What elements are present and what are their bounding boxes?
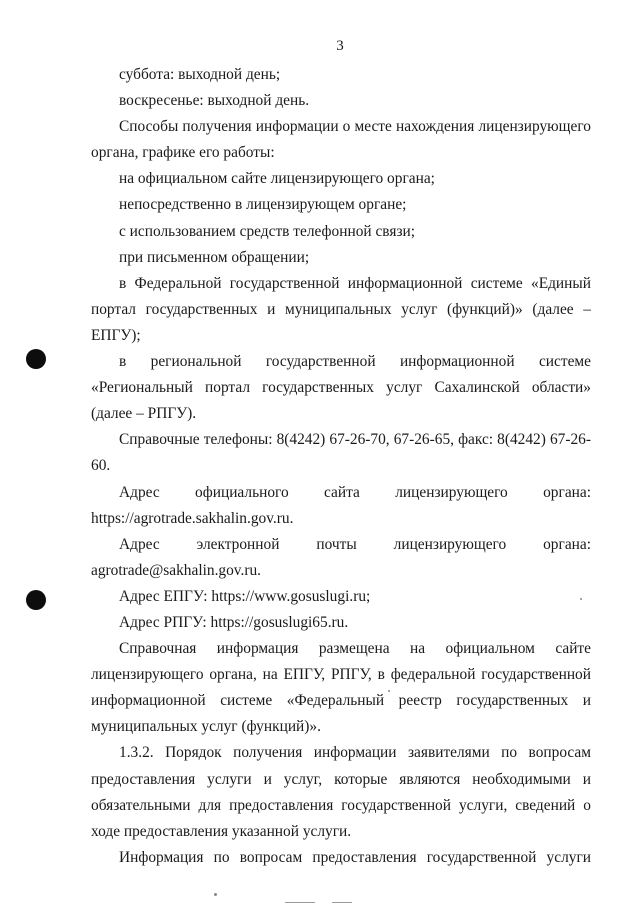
scan-speck xyxy=(214,893,217,896)
paragraph-phone: с использованием средств телефонной связи; xyxy=(119,222,416,240)
document-body xyxy=(91,62,591,871)
paragraph-epgu-address: Адрес ЕПГУ: https://www.gosuslugi.ru; xyxy=(119,587,371,605)
paragraph-sunday: воскресенье: выходной день. xyxy=(119,92,310,110)
page-number: 3 xyxy=(336,38,344,54)
scan-edge-line xyxy=(285,902,315,903)
paragraph-written: при письменном обращении; xyxy=(119,248,310,266)
paragraph-info-methods: Способы получения информации о месте нахождения лицензирующего органа, графике его работы: xyxy=(91,118,591,162)
paragraph-phones: Справочные телефоны: 8(4242) 67-26-70, 67-26-65, факс: 8(4242) 67-26-60. xyxy=(91,431,591,475)
scan-edge-line xyxy=(332,902,352,903)
paragraph-website-address: Адрес официального сайта лицензирующего органа: https://agrotrade.sakhalin.gov.ru. xyxy=(91,483,591,527)
paragraph-rpgu: в региональной государственной информационной системе «Региональный портал государственных услуг Сахалинской области» (далее – РПГУ). xyxy=(91,353,591,423)
paragraph-official-site: на официальном сайте лицензирующего органа; xyxy=(119,170,435,188)
paragraph-reference-info: Справочная информация размещена на официальном сайте лицензирующего органа, на ЕПГУ, РПГУ, в федеральной государственной информационной системе «Федеральный реестр государственных и муниципальных услуг (функций)». xyxy=(91,640,591,736)
paragraph-epgu: в Федеральной государственной информационной системе «Единый портал государственных и муниципальных услуг (функций)» (далее – ЕПГУ); xyxy=(91,274,591,344)
punch-hole-top xyxy=(26,349,46,369)
paragraph-in-person: непосредственно в лицензирующем органе; xyxy=(119,196,407,214)
paragraph-section-1-3-2: 1.3.2. Порядок получения информации заявителями по вопросам предоставления услуги и услуг, которые являются необходимыми и обязательными для предоставления государственной услуги, сведений о ходе предоставления указанной услуги. xyxy=(91,744,591,840)
paragraph-email-address: Адрес электронной почты лицензирующего органа: agrotrade@sakhalin.gov.ru. xyxy=(91,535,591,579)
paragraph-rpgu-address: Адрес РПГУ: https://gosuslugi65.ru. xyxy=(119,613,349,631)
punch-hole-bottom xyxy=(26,590,46,610)
paragraph-info-start: Информация по вопросам предоставления государственной услуги xyxy=(119,848,591,866)
paragraph-saturday: суббота: выходной день; xyxy=(119,66,281,83)
